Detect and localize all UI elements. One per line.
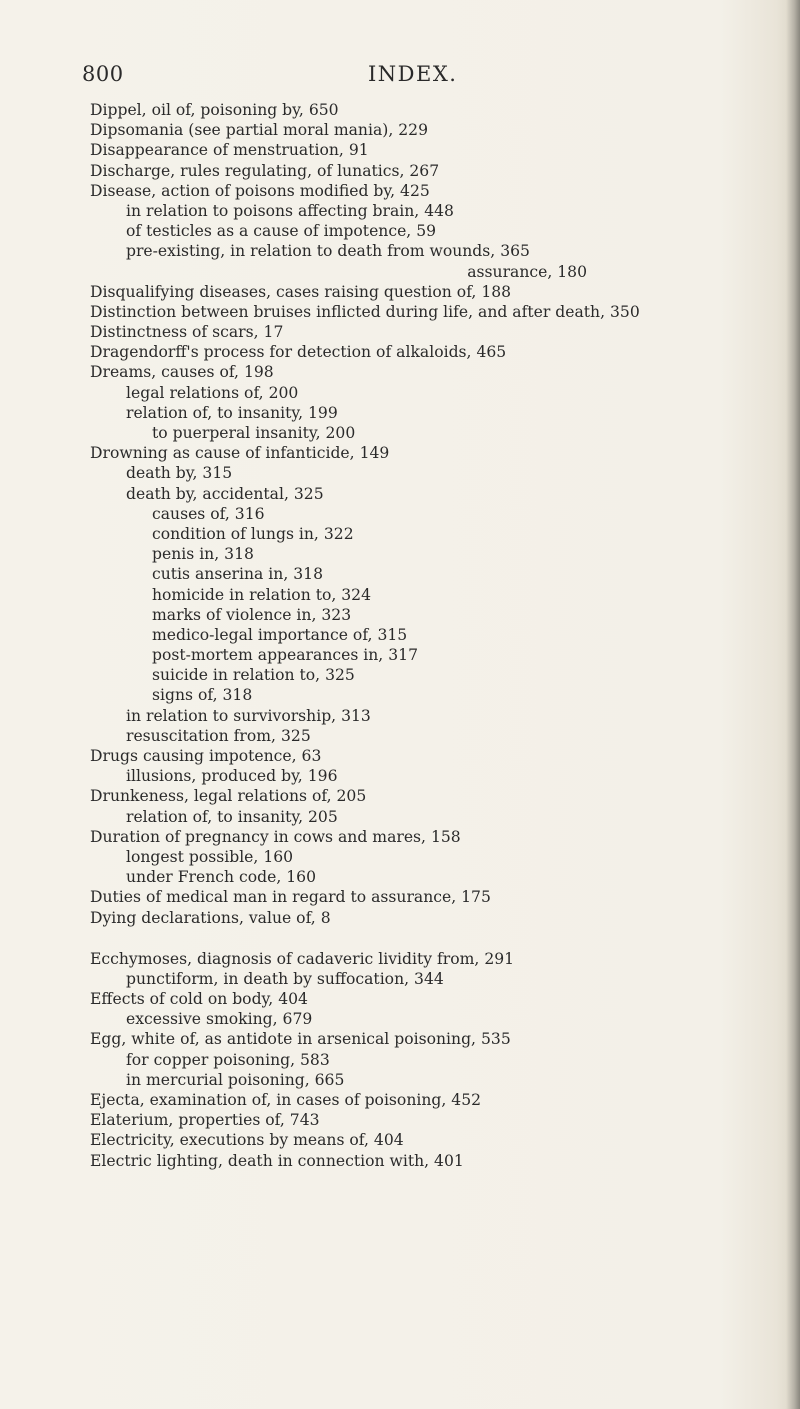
index-entry: signs of, 318 <box>152 686 253 705</box>
index-entry: death by, 315 <box>126 464 233 483</box>
index-entry: to puerperal insanity, 200 <box>152 424 356 442</box>
index-entry: under French code, 160 <box>126 868 316 887</box>
index-entry: relation of, to insanity, 205 <box>126 807 338 826</box>
index-entry: Disqualifying diseases, cases raising question of, 188 <box>90 282 512 301</box>
index-entry: Disappearance of menstruation, 91 <box>90 141 369 160</box>
index-entry: death by, accidental, 325 <box>126 484 324 503</box>
index-section-d <box>90 100 790 928</box>
index-entry: longest possible, 160 <box>126 847 294 866</box>
index-entry: Drugs causing impotence, 63 <box>90 747 322 765</box>
page-number: 800 <box>82 62 124 86</box>
index-entry: Dragendorff's process for detection of alkaloids, 465 <box>90 343 507 362</box>
index-entry: Drunkeness, legal relations of, 205 <box>90 787 367 806</box>
index-entry: post-mortem appearances in, 317 <box>152 646 418 665</box>
index-entry: punctiform, in death by suffocation, 344 <box>126 969 444 988</box>
index-entry: assurance, 180 <box>467 262 587 281</box>
index-section-e <box>90 949 790 1171</box>
index-entry: Distinction between bruises inflicted during life, and after death, 350 <box>90 302 640 321</box>
index-entry: Duties of medical man in regard to assurance, 175 <box>90 888 491 907</box>
index-entry: Dreams, causes of, 198 <box>90 363 274 382</box>
index-entry: medico-legal importance of, 315 <box>152 625 408 644</box>
index-entry: cutis anserina in, 318 <box>152 565 324 584</box>
index-entry: marks of violence in, 323 <box>152 605 352 624</box>
running-head-title: INDEX. <box>368 62 458 86</box>
index-entry: Elaterium, properties of, 743 <box>90 1111 320 1130</box>
page-header <box>82 62 702 92</box>
index-entry: Ecchymoses, diagnosis of cadaveric lividity from, 291 <box>90 949 515 968</box>
index-entry: Disease, action of poisons modified by, 425 <box>90 181 430 200</box>
index-entry: Effects of cold on body, 404 <box>90 990 308 1009</box>
index-entry: for copper poisoning, 583 <box>126 1050 330 1069</box>
index-entry: causes of, 316 <box>152 504 265 523</box>
index-entry: resuscitation from, 325 <box>126 726 311 745</box>
index-entry: suicide in relation to, 325 <box>152 666 355 685</box>
index-entry: Electric lighting, death in connection with, 401 <box>90 1151 464 1170</box>
index-entry: Duration of pregnancy in cows and mares, 158 <box>90 827 461 846</box>
index-entry: Ejecta, examination of, in cases of poisoning, 452 <box>90 1091 482 1109</box>
index-entry: in relation to survivorship, 313 <box>126 706 371 725</box>
index-entry: Dipsomania (see partial moral mania), 229 <box>90 121 428 140</box>
index-entry: penis in, 318 <box>152 545 254 564</box>
index-entry: relation of, to insanity, 199 <box>126 403 338 422</box>
index-entry: homicide in relation to, 324 <box>152 585 372 604</box>
index-entry: Drowning as cause of infanticide, 149 <box>90 444 390 463</box>
index-entry: in mercurial poisoning, 665 <box>126 1070 345 1089</box>
index-entry: Electricity, executions by means of, 404 <box>90 1131 404 1150</box>
index-entry: illusions, produced by, 196 <box>126 767 338 786</box>
index-entries <box>90 100 790 1171</box>
index-entry: Distinctness of scars, 17 <box>90 323 284 342</box>
section-gap <box>90 928 790 949</box>
index-entry: condition of lungs in, 322 <box>152 524 354 543</box>
index-entry: Discharge, rules regulating, of lunatics, 267 <box>90 161 440 180</box>
index-entry: Dippel, oil of, poisoning by, 650 <box>90 101 339 119</box>
index-entry: of testicles as a cause of impotence, 59 <box>126 222 437 241</box>
index-entry: pre-existing, in relation to death from wounds, 365 <box>126 242 530 261</box>
index-entry: Dying declarations, value of, 8 <box>90 908 331 927</box>
index-entry: legal relations of, 200 <box>126 383 299 402</box>
index-entry: in relation to poisons affecting brain, 448 <box>126 201 454 220</box>
index-entry: excessive smoking, 679 <box>126 1010 313 1029</box>
index-entry: Egg, white of, as antidote in arsenical poisoning, 535 <box>90 1030 511 1049</box>
